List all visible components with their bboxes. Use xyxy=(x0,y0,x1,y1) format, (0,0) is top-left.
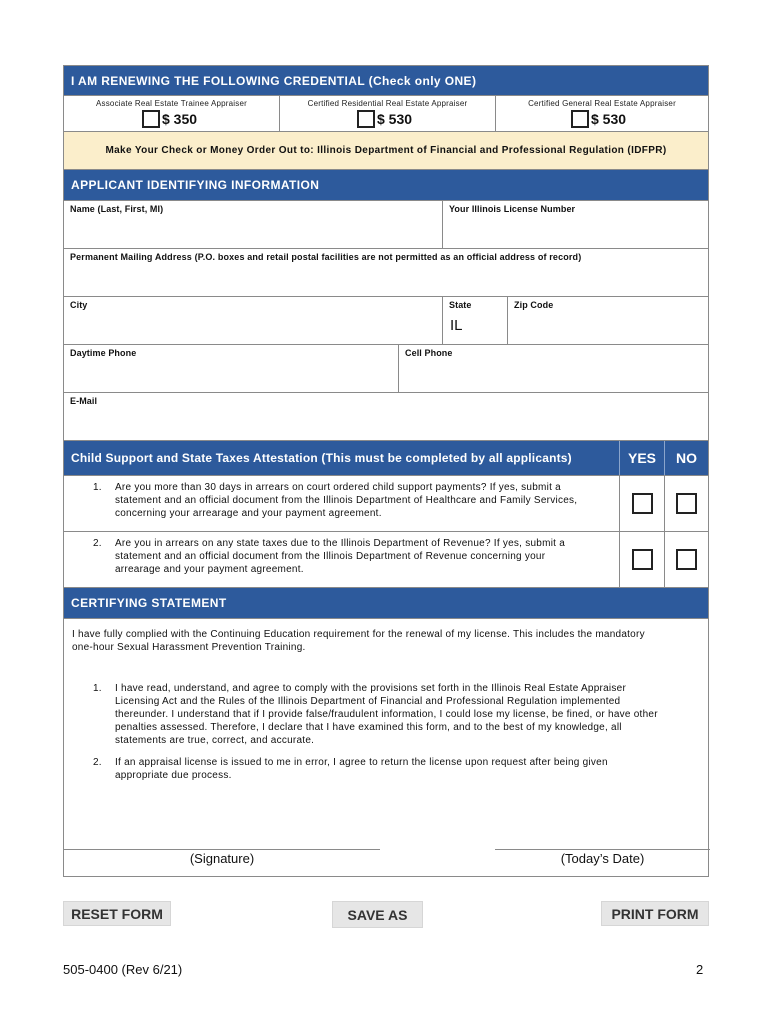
city-row xyxy=(64,296,708,344)
form-number: 505-0400 (Rev 6/21) xyxy=(63,962,183,977)
email-field[interactable] xyxy=(64,393,708,440)
name-label: Name (Last, First, MI) xyxy=(70,204,164,214)
credential-fee: $ 350 xyxy=(162,111,198,127)
cell-phone-field[interactable] xyxy=(398,345,708,392)
signature-label: (Signature) xyxy=(189,851,255,866)
email-row xyxy=(64,392,708,440)
question-text-line: arrearage and your payment agreement. xyxy=(115,564,304,575)
name-field[interactable] xyxy=(64,201,442,248)
question-2-yes-checkbox[interactable] xyxy=(632,549,653,570)
zip-code-label: Zip Code xyxy=(514,300,554,310)
address-row xyxy=(64,248,708,296)
question-1-yes-checkbox[interactable] xyxy=(632,493,653,514)
statement-text-line: penalties assessed. Therefore, I declare that I have examined this form, and to the best of my knowledge, all xyxy=(115,722,622,733)
state-value: IL xyxy=(450,317,463,334)
statement-text-line: statements are true, correct, and accurate. xyxy=(115,735,315,746)
question-text-line: concerning your arrearage and your payment agreement. xyxy=(115,508,382,519)
question-text-line: statement and an official document from the Illinois Department of Healthcare and Family Services, xyxy=(115,495,578,506)
credential-option-label: Certified General Real Estate Appraiser xyxy=(528,99,676,108)
signature-line[interactable] xyxy=(64,849,380,850)
attestation-section-header xyxy=(64,440,708,475)
credential-section-header xyxy=(64,66,708,95)
applicant-section-title: APPLICANT IDENTIFYING INFORMATION xyxy=(71,178,320,192)
cell-phone-label: Cell Phone xyxy=(405,348,453,358)
credential-fee: $ 530 xyxy=(591,111,627,127)
state-label: State xyxy=(449,300,472,310)
statement-number: 2. xyxy=(93,757,102,768)
certifying-statement-body xyxy=(64,618,708,877)
credential-section-title: I AM RENEWING THE FOLLOWING CREDENTIAL (Check only ONE) xyxy=(71,73,477,88)
payment-note-text: Make Your Check or Money Order Out to: Illinois Department of Financial and Professional Regulation (IDFPR) xyxy=(105,145,667,156)
state-field[interactable] xyxy=(442,297,507,344)
payment-note xyxy=(64,131,708,169)
license-number-field[interactable] xyxy=(442,201,708,248)
certifying-intro-line: I have fully complied with the Continuing Education requirement for the renewal of my license. This includes the mandatory xyxy=(72,629,645,640)
credential-option-residential xyxy=(279,96,495,131)
statement-text-line: If an appraisal license is issued to me in error, I agree to return the license upon request after being given xyxy=(115,757,608,768)
statement-number: 1. xyxy=(93,683,102,694)
certifying-intro-line: one-hour Sexual Harassment Prevention Training. xyxy=(72,642,306,653)
credential-checkbox-general[interactable] xyxy=(571,110,589,128)
mailing-address-field[interactable] xyxy=(64,249,708,296)
date-label: (Today’s Date) xyxy=(560,851,645,866)
credential-option-label: Associate Real Estate Trainee Appraiser xyxy=(96,99,247,108)
attestation-question-row xyxy=(64,475,708,531)
credential-option-general xyxy=(495,96,708,131)
credential-checkbox-residential[interactable] xyxy=(357,110,375,128)
name-row xyxy=(64,200,708,248)
question-2-no-checkbox[interactable] xyxy=(676,549,697,570)
zip-code-field[interactable] xyxy=(507,297,708,344)
question-number: 2. xyxy=(93,538,102,549)
email-label: E-Mail xyxy=(70,396,98,406)
question-text-line: Are you more than 30 days in arrears on court ordered child support payments? If yes, submit a xyxy=(115,482,561,493)
credential-options-row xyxy=(64,95,708,131)
question-number: 1. xyxy=(93,482,102,493)
attestation-question xyxy=(64,476,619,531)
statement-text-line: I have read, understand, and agree to comply with the provisions set forth in the Illinois Real Estate Appraiser xyxy=(115,683,627,694)
license-number-label: Your Illinois License Number xyxy=(449,204,576,214)
yes-column-header: YES xyxy=(627,450,656,466)
attestation-question-row xyxy=(64,531,708,587)
renewal-form xyxy=(63,65,709,877)
statement-text-line: thereunder. I understand that if I provide false/fraudulent information, I could lose my license, be fined, or have other xyxy=(115,709,658,720)
certifying-section-title: CERTIFYING STATEMENT xyxy=(71,596,227,610)
attestation-question xyxy=(64,532,619,587)
city-label: City xyxy=(70,300,88,310)
print-form-button[interactable]: PRINT FORM xyxy=(601,901,709,926)
page-number: 2 xyxy=(696,962,704,977)
reset-form-button[interactable]: RESET FORM xyxy=(63,901,171,926)
statement-text-line: Licensing Act and the Rules of the Illinois Department of Financial and Professional Regulation implemented xyxy=(115,696,621,707)
statement-text-line: appropriate due process. xyxy=(115,770,232,781)
question-text-line: statement and an official document from the Illinois Department of Revenue concerning your xyxy=(115,551,546,562)
daytime-phone-field[interactable] xyxy=(64,345,398,392)
credential-checkbox-trainee[interactable] xyxy=(142,110,160,128)
credential-option-trainee xyxy=(64,96,279,131)
applicant-section-header xyxy=(64,169,708,200)
credential-option-label: Certified Residential Real Estate Appraiser xyxy=(307,99,468,108)
date-line[interactable] xyxy=(495,849,710,850)
phone-row xyxy=(64,344,708,392)
save-as-button[interactable]: SAVE AS xyxy=(332,901,423,928)
credential-fee: $ 530 xyxy=(377,111,413,127)
question-text-line: Are you in arrears on any state taxes due to the Illinois Department of Revenue? If yes, submit a xyxy=(115,538,566,549)
certifying-section-header xyxy=(64,587,708,618)
question-1-no-checkbox[interactable] xyxy=(676,493,697,514)
mailing-address-label: Permanent Mailing Address (P.O. boxes and retail postal facilities are not permitted as an official address of record) xyxy=(70,252,582,262)
attestation-section-title: Child Support and State Taxes Attestation (This must be completed by all applicants) xyxy=(71,451,572,465)
no-column-header: NO xyxy=(676,450,697,466)
city-field[interactable] xyxy=(64,297,442,344)
daytime-phone-label: Daytime Phone xyxy=(70,348,137,358)
